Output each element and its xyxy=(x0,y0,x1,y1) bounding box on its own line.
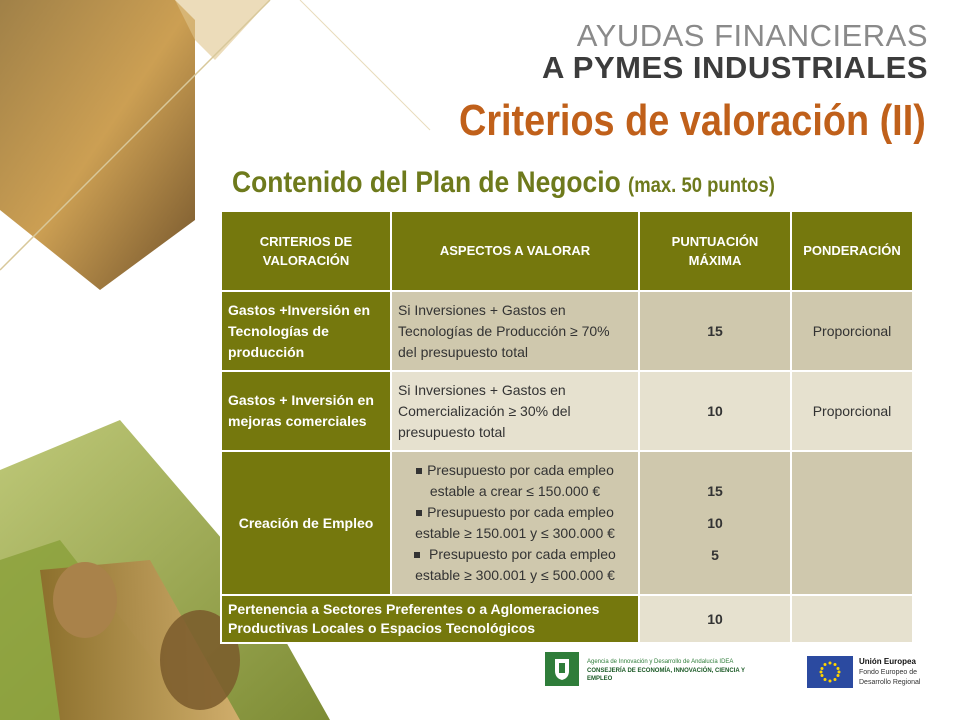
ponderacion-cell xyxy=(791,451,913,595)
table-row xyxy=(221,451,913,595)
consejeria-name: CONSEJERÍA DE ECONOMÍA, INNOVACIÓN, CIENCIA Y EMPLEO xyxy=(587,667,745,683)
table-row xyxy=(221,595,913,643)
eu-fund-line1: Fondo Europeo de xyxy=(859,669,917,677)
criterio-cell: Pertenencia a Sectores Preferentes o a Aglomeraciones Productivas Locales o Espacios Tecnológicos xyxy=(221,595,639,643)
junta-andalucia-logo xyxy=(545,652,579,686)
slide-title: Criterios de valoración (II) xyxy=(459,96,926,145)
footer-logos xyxy=(545,652,945,692)
junta-shield-icon xyxy=(545,652,579,686)
table-row xyxy=(221,291,913,371)
puntuacion-stack-cell xyxy=(639,451,791,595)
aspecto-cell: Si Inversiones + Gastos en Tecnologías de Producción ≥ 70% del presupuesto total xyxy=(391,291,639,371)
bullet-square-icon xyxy=(416,510,422,516)
puntuacion-value: 5 xyxy=(711,547,719,564)
eu-text xyxy=(859,656,920,688)
table-row xyxy=(221,371,913,451)
section-subtitle xyxy=(232,166,775,200)
eu-flag-logo xyxy=(807,656,853,688)
header-line-1: AYUDAS FINANCIERAS xyxy=(576,18,928,53)
bullet-square-icon xyxy=(414,552,420,558)
ponderacion-cell: Proporcional xyxy=(791,291,913,371)
aspecto-bullet: Presupuesto por cada empleo estable a crear ≤ 150.000 € xyxy=(398,460,632,502)
ponderacion-cell: Proporcional xyxy=(791,371,913,451)
subtitle-note: (max. 50 puntos) xyxy=(628,174,775,197)
agency-text xyxy=(587,658,767,684)
eu-stars-icon xyxy=(807,656,853,688)
eu-fund-line2: Desarrollo Regional xyxy=(859,679,921,687)
header-puntuacion: PUNTUACIÓN MÁXIMA xyxy=(639,211,791,291)
aspecto-bullet: Presupuesto por cada empleo estable ≥ 150.001 y ≤ 300.000 € xyxy=(415,504,615,541)
bullet-square-icon xyxy=(416,468,422,474)
table-header-row xyxy=(221,211,913,291)
agency-name: Agencia de Innovación y Desarrollo de Andalucía IDEA xyxy=(587,659,734,665)
subtitle-main: Contenido del Plan de Negocio xyxy=(232,166,621,199)
header-line-2: A PYMES INDUSTRIALES xyxy=(541,50,928,85)
puntuacion-value: 10 xyxy=(707,514,723,531)
eu-title: Unión Europea xyxy=(859,657,916,666)
header-ponderacion: PONDERACIÓN xyxy=(791,211,913,291)
criterio-cell: Gastos +Inversión en Tecnologías de producción xyxy=(221,291,391,371)
puntuacion-cell: 15 xyxy=(639,291,791,371)
ponderacion-cell xyxy=(791,595,913,643)
puntuacion-value: 15 xyxy=(707,482,723,499)
criterio-cell: Creación de Empleo xyxy=(221,451,391,595)
aspecto-cell: Si Inversiones + Gastos en Comercialización ≥ 30% del presupuesto total xyxy=(391,371,639,451)
puntuacion-cell: 10 xyxy=(639,595,791,643)
criteria-table xyxy=(220,210,914,644)
header-aspectos: ASPECTOS A VALORAR xyxy=(391,211,639,291)
header-criterios: CRITERIOS DE VALORACIÓN xyxy=(221,211,391,291)
aspecto-bullet: Presupuesto por cada empleo estable ≥ 300.001 y ≤ 500.000 € xyxy=(415,546,616,583)
puntuacion-cell: 10 xyxy=(639,371,791,451)
aspecto-list-cell xyxy=(391,451,639,595)
criterio-cell: Gastos + Inversión en mejoras comerciales xyxy=(221,371,391,451)
